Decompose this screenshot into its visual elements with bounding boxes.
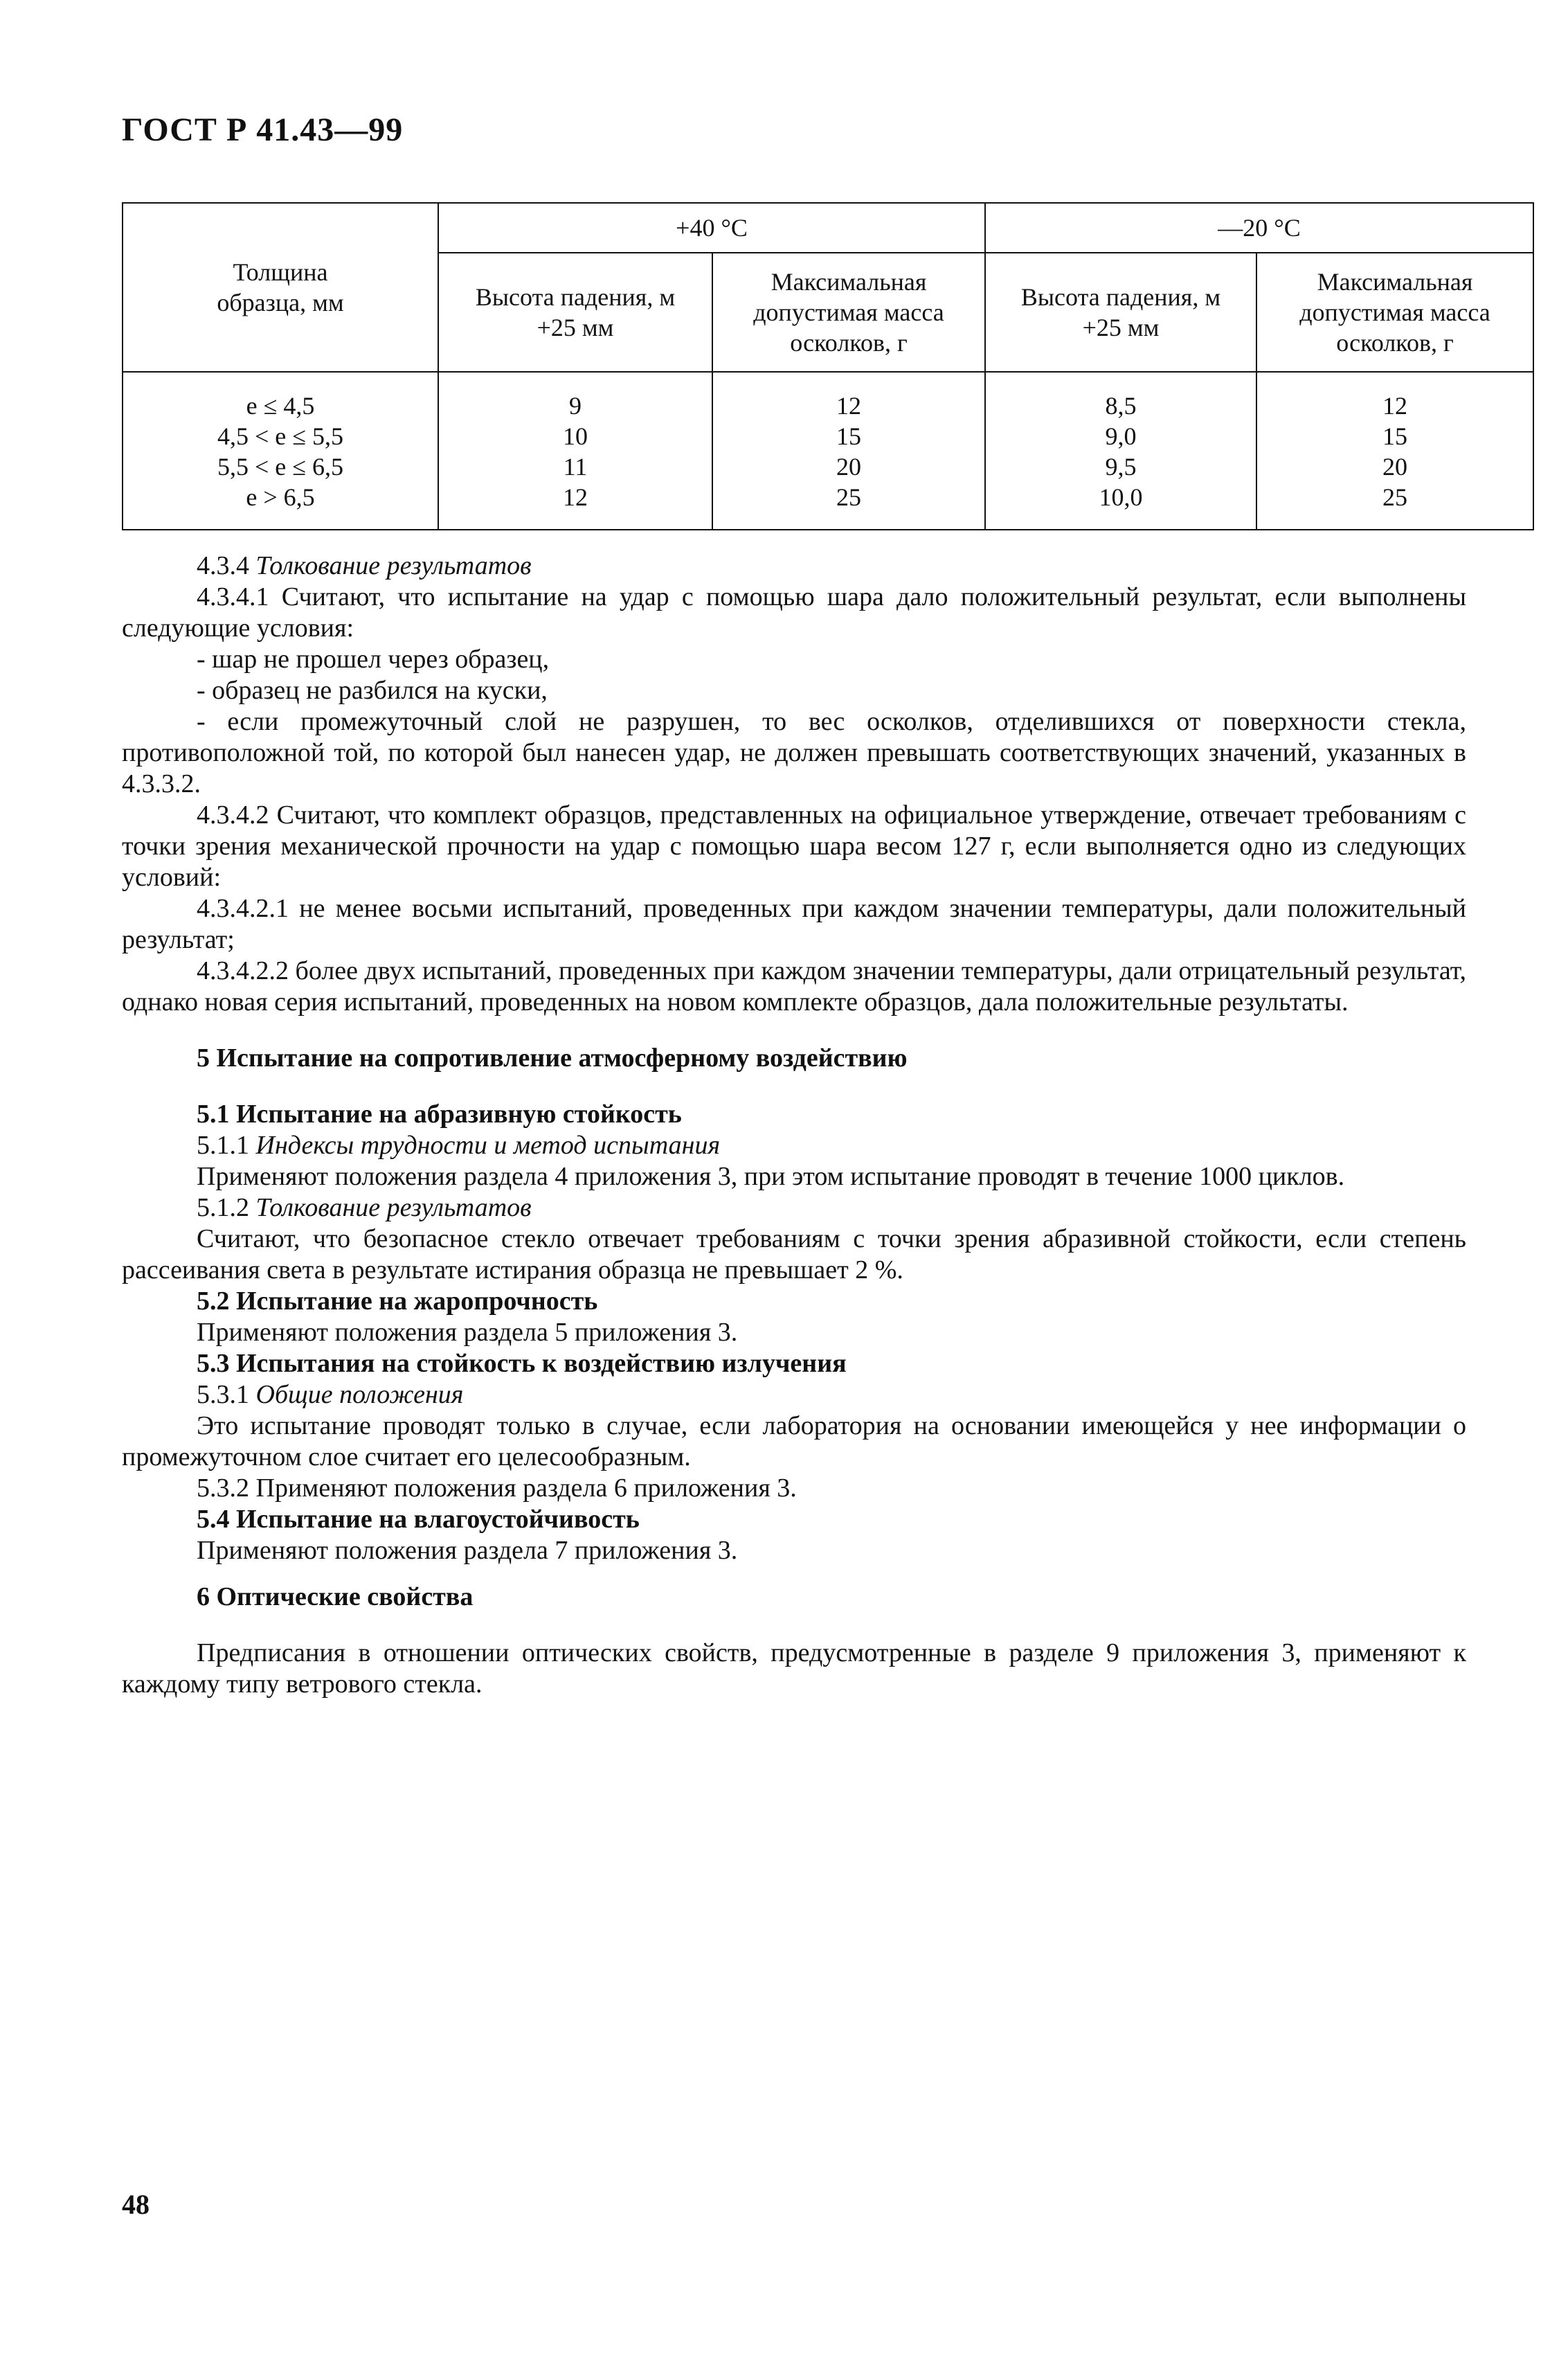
mass-plus40-value: 12	[836, 392, 861, 420]
subsection-title: Толкование результатов	[255, 551, 532, 580]
subsection-5-3-1	[122, 1379, 1466, 1411]
list-item: - если промежуточный слой не разрушен, то вес осколков, отделившихся от поверхности стекла, противоположной той, по которой был нанесен удар, не должен превышать соответствующих значений, указанных в 4.3.3.2.	[122, 707, 1466, 798]
subsection-title: Толкование результатов	[255, 1193, 532, 1222]
mass-minus20-value: 20	[1382, 453, 1407, 481]
mass-plus40-value: 25	[836, 483, 861, 511]
mass-minus20-value: 25	[1382, 483, 1407, 511]
header-group-minus20: —20 °C	[985, 203, 1533, 253]
height-plus40-value: 11	[563, 453, 588, 481]
header-mass-minus20-line2: допустимая масса	[1299, 298, 1490, 326]
section-heading-5-1: 5.1 Испытание на абразивную стойкость	[197, 1100, 682, 1129]
subsection-4-3-4	[122, 550, 1466, 582]
height-plus40-value: 9	[569, 392, 582, 420]
mass-plus40-value: 20	[836, 453, 861, 481]
subsection-number: 5.1.1	[197, 1131, 249, 1160]
list-item: - образец не разбился на куски,	[197, 676, 548, 705]
header-thickness	[123, 203, 438, 372]
section-heading-6: 6 Оптические свойства	[197, 1582, 474, 1611]
mass-plus40-value: 15	[836, 422, 861, 450]
impact-test-table-container	[122, 202, 1490, 530]
subsection-number: 4.3.4	[197, 551, 249, 580]
header-mass-plus40	[712, 253, 985, 372]
header-height-minus20-line1: Высота падения, м	[1020, 283, 1221, 311]
subsection-5-1-2	[122, 1192, 1466, 1224]
height-plus40-cell	[438, 372, 712, 530]
header-mass-minus20-line1: Максимальная	[1317, 268, 1473, 296]
header-height-minus20	[985, 253, 1256, 372]
paragraph-5-3-2: 5.3.2 Применяют положения раздела 6 приложения 3.	[197, 1474, 797, 1503]
header-height-minus20-line2: +25 мм	[1082, 314, 1160, 341]
paragraph-6: Предписания в отношении оптических свойств, предусмотренные в разделе 9 приложения 3, применяют к каждому типу ветрового стекла.	[122, 1638, 1466, 1699]
height-minus20-value: 10,0	[1099, 483, 1143, 511]
impact-test-table	[122, 202, 1534, 530]
document-code-header: ГОСТ Р 41.43—99	[122, 111, 404, 148]
document-body	[122, 550, 1466, 1700]
mass-minus20-value: 15	[1382, 422, 1407, 450]
header-thickness-line1: Толщина	[233, 258, 328, 286]
thickness-value: e > 6,5	[246, 483, 315, 511]
paragraph-4-3-4-2-2: 4.3.4.2.2 более двух испытаний, проведенных при каждом значении температуры, дали отрицательный результат, однако новая серия испытаний, проведенных на новом комплекте образцов, дала положительные результаты.	[122, 956, 1466, 1017]
height-minus20-value: 9,0	[1105, 422, 1137, 450]
thickness-value: e ≤ 4,5	[246, 392, 315, 420]
section-heading-5-4: 5.4 Испытание на влагоустойчивость	[197, 1505, 640, 1534]
list-item: - шар не прошел через образец,	[197, 645, 550, 674]
header-height-plus40-line2: +25 мм	[537, 314, 614, 341]
section-heading-5-3: 5.3 Испытания на стойкость к воздействию излучения	[197, 1349, 847, 1378]
height-plus40-value: 10	[563, 422, 588, 450]
subsection-title: Индексы трудности и метод испытания	[255, 1131, 721, 1160]
thickness-cell	[123, 372, 438, 530]
mass-plus40-cell	[712, 372, 985, 530]
height-minus20-value: 9,5	[1105, 453, 1137, 481]
header-mass-minus20-line3: осколков, г	[1336, 329, 1454, 357]
height-minus20-cell	[985, 372, 1256, 530]
header-mass-plus40-line1: Максимальная	[771, 268, 927, 296]
header-mass-plus40-line3: осколков, г	[790, 329, 908, 357]
mass-minus20-value: 12	[1382, 392, 1407, 420]
paragraph-5-3-1: Это испытание проводят только в случае, если лаборатория на основании имеющейся у нее информации о промежуточном слое считает его целесообразным.	[122, 1411, 1466, 1471]
paragraph-5-1-1: Применяют положения раздела 4 приложения 3, при этом испытание проводят в течение 1000 циклов.	[197, 1162, 1345, 1191]
paragraph-4-3-4-2: 4.3.4.2 Считают, что комплект образцов, представленных на официальное утверждение, отвечает требованиям с точки зрения механической прочности на удар с помощью шара весом 127 г, если выполняется одно из следующих условий:	[122, 800, 1466, 892]
header-mass-minus20	[1256, 253, 1533, 372]
section-heading-5: 5 Испытание на сопротивление атмосферному воздействию	[197, 1044, 908, 1073]
subsection-number: 5.3.1	[197, 1380, 249, 1409]
paragraph-4-3-4-2-1: 4.3.4.2.1 не менее восьми испытаний, проведенных при каждом значении температуры, дали положительный результат;	[122, 894, 1466, 954]
header-thickness-line2: образца, мм	[217, 289, 344, 316]
height-minus20-value: 8,5	[1105, 392, 1137, 420]
subsection-5-1-1	[122, 1130, 1466, 1161]
section-heading-5-2: 5.2 Испытание на жаропрочность	[197, 1287, 598, 1316]
thickness-value: 4,5 < e ≤ 5,5	[217, 422, 344, 450]
subsection-title: Общие положения	[255, 1380, 464, 1409]
header-height-plus40-line1: Высота падения, м	[475, 283, 676, 311]
height-plus40-value: 12	[563, 483, 588, 511]
paragraph-5-2: Применяют положения раздела 5 приложения 3.	[197, 1318, 738, 1347]
page-number: 48	[122, 2189, 150, 2220]
paragraph-5-1-2: Считают, что безопасное стекло отвечает требованиям с точки зрения абразивной стойкости, если степень рассеивания света в результате истирания образца не превышает 2 %.	[122, 1224, 1466, 1284]
header-mass-plus40-line2: допустимая масса	[753, 298, 944, 326]
thickness-value: 5,5 < e ≤ 6,5	[217, 453, 344, 481]
subsection-number: 5.1.2	[197, 1193, 249, 1222]
paragraph-5-4: Применяют положения раздела 7 приложения 3.	[197, 1536, 738, 1565]
table-data-row	[123, 372, 1533, 530]
paragraph-4-3-4-1: 4.3.4.1 Считают, что испытание на удар с помощью шара дало положительный результат, если выполнены следующие условия:	[122, 582, 1466, 643]
header-height-plus40	[438, 253, 712, 372]
mass-minus20-cell	[1256, 372, 1533, 530]
header-group-plus40: +40 °C	[438, 203, 985, 253]
